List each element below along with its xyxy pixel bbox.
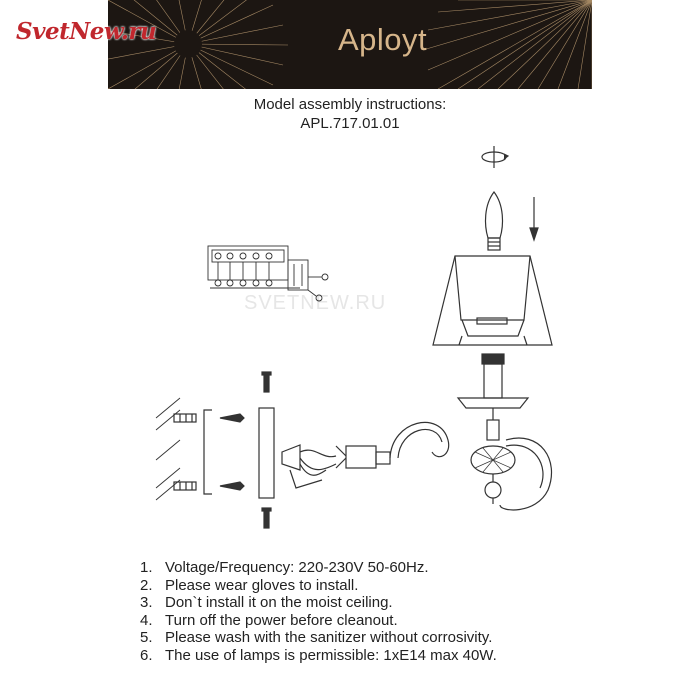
crystal-bead bbox=[471, 446, 515, 504]
screw-icon bbox=[220, 372, 271, 528]
step-number: 4. bbox=[140, 611, 153, 629]
list-item bbox=[140, 577, 497, 595]
step-number: 1. bbox=[140, 559, 153, 576]
connector-box bbox=[336, 446, 390, 468]
wall-hatching bbox=[156, 398, 180, 500]
terminal-block-icon bbox=[208, 246, 328, 301]
step-text: Voltage/Frequency: 220-230V 50-60Hz. bbox=[165, 559, 429, 576]
brand-name: Aployt bbox=[338, 22, 428, 57]
list-item bbox=[140, 559, 497, 577]
list-item bbox=[140, 594, 497, 612]
step-text: Turn off the power before cleanout. bbox=[165, 611, 398, 629]
step-number: 5. bbox=[140, 629, 153, 647]
model-number: APL.717.01.01 bbox=[300, 115, 400, 132]
step-text: Please wash with the sanitizer without corrosivity. bbox=[165, 629, 493, 647]
step-text: The use of lamps is permissible: 1xE14 max 40W. bbox=[165, 646, 497, 664]
down-arrow-icon bbox=[530, 197, 538, 240]
step-number: 2. bbox=[140, 576, 153, 594]
candle-cup bbox=[458, 354, 528, 440]
lamp-shade-icon bbox=[433, 256, 552, 345]
watermark: SVETNEW.RU bbox=[244, 292, 387, 314]
rotate-icon bbox=[482, 146, 508, 168]
scroll-arm bbox=[390, 422, 552, 510]
step-text: Don`t install it on the moist ceiling. bbox=[165, 594, 393, 612]
step-number: 6. bbox=[140, 646, 153, 664]
title-line-1: Model assembly instructions: bbox=[253, 96, 447, 113]
mounting-plate bbox=[259, 408, 274, 498]
list-item bbox=[140, 612, 497, 630]
list-item bbox=[140, 647, 497, 665]
wall-anchor-icon bbox=[174, 414, 196, 490]
wire-bundle bbox=[282, 445, 336, 488]
site-logo[interactable]: SvetNew.ru bbox=[16, 18, 157, 45]
light-bulb-icon bbox=[486, 192, 503, 250]
step-number: 3. bbox=[140, 594, 153, 612]
step-text: Please wear gloves to install. bbox=[165, 576, 359, 594]
instruction-list bbox=[140, 559, 497, 665]
wall-bracket bbox=[204, 410, 212, 494]
list-item bbox=[140, 629, 497, 647]
